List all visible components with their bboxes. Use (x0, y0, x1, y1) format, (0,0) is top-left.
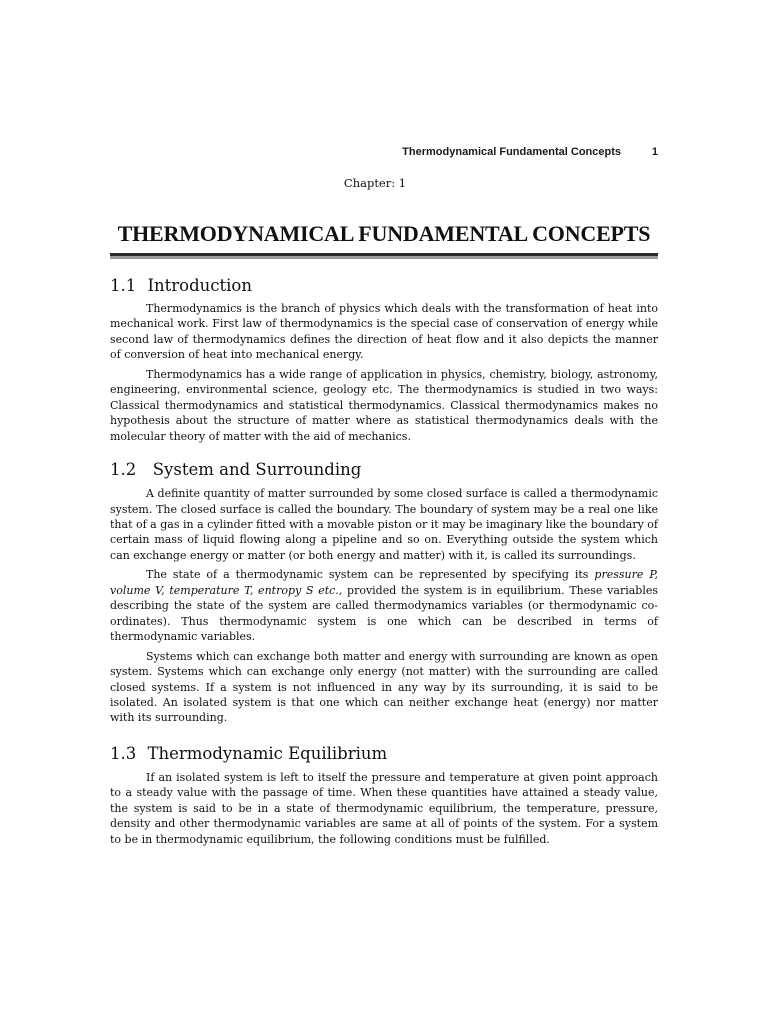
section-thermodynamic-equilibrium (110, 742, 658, 847)
page-content (110, 274, 658, 847)
paragraph (110, 567, 658, 644)
running-header-title: Thermodynamical Fundamental Concepts (402, 146, 621, 158)
section-heading (110, 742, 658, 766)
chapter-label: Chapter: 1 (343, 176, 407, 190)
section-number: 1.1 (110, 276, 137, 295)
section-heading (110, 458, 658, 482)
paragraph-text: The state of a thermodynamic system can be represented by specifying its (146, 568, 595, 582)
paragraph-italic-text: pressure P, volume V, temperature T, entropy S etc., (110, 568, 658, 597)
section-title: Thermodynamic Equilibrium (147, 743, 388, 763)
paragraph: Systems which can exchange both matter and energy with surrounding are known as open system. Systems which can exchange only energy (not matter) with the surrounding are called closed systems. If a system is not influenced in any way by its surrounding, it is said to be isolated. An isolated system is that one which can neither exchange heat (energy) nor matter with its surrounding. (110, 649, 658, 725)
paragraph: A definite quantity of matter surrounded by some closed surface is called a thermodynamic system. The closed surface is called the boundary. The boundary of system may be a real one like that of a gas in a cylinder fitted with a movable piston or it may be imaginary like the boundary of certain mass of liquid flowing along a pipeline and so on. Everything outside the system which can exchange energy or matter (or both energy and matter) with it, is called its surroundings. (110, 487, 658, 562)
section-introduction (110, 274, 658, 444)
paragraph-text: provided the system is in equilibrium. These variables describing the state of the system are called thermodynamics variables (or thermodynamic co-ordinates). Thus thermodynamic system is one which can be described in terms of thermodynamic variables. (110, 583, 658, 644)
section-heading (110, 274, 658, 298)
section-number: 1.3 (110, 743, 137, 763)
paragraph: Thermodynamics is the branch of physics which deals with the transformation of heat into mechanical work. First law of thermodynamics is the special case of conservation of energy while second law of thermodynamics defines the direction of heat flow and it also depicts the manner of conversion of heat into mechanical energy. (110, 302, 658, 362)
section-number: 1.2 (110, 460, 137, 480)
title-divider (110, 253, 658, 259)
running-header (110, 146, 658, 162)
section-system-and-surrounding (110, 458, 658, 726)
section-title: Introduction (147, 276, 252, 295)
paragraph: Thermodynamics has a wide range of application in physics, chemistry, biology, astronomy, engineering, environmental science, geology etc. The thermodynamics is studied in two ways: Classical thermodynamics and statistical thermodynamics. Classical thermodynamics makes no hypothesis about the structure of matter where as statistical thermodynamics deals with the molecular theory of matter with the aid of mechanics. (110, 367, 658, 443)
page-number: 1 (651, 146, 658, 158)
paragraph: If an isolated system is left to itself the pressure and temperature at given point approach to a steady value with the passage of time. When these quantities have attained a steady value, the system is said to be in a state of thermodynamic equilibrium, the temperature, pressure, density and other thermodynamic variables are same at all of points of the system. For a system to be in thermodynamic equilibrium, the following conditions must be fulfilled. (110, 770, 658, 846)
section-title: System and Surrounding (152, 460, 362, 480)
chapter-title: THERMODYNAMICAL FUNDAMENTAL CONCEPTS (117, 221, 651, 246)
